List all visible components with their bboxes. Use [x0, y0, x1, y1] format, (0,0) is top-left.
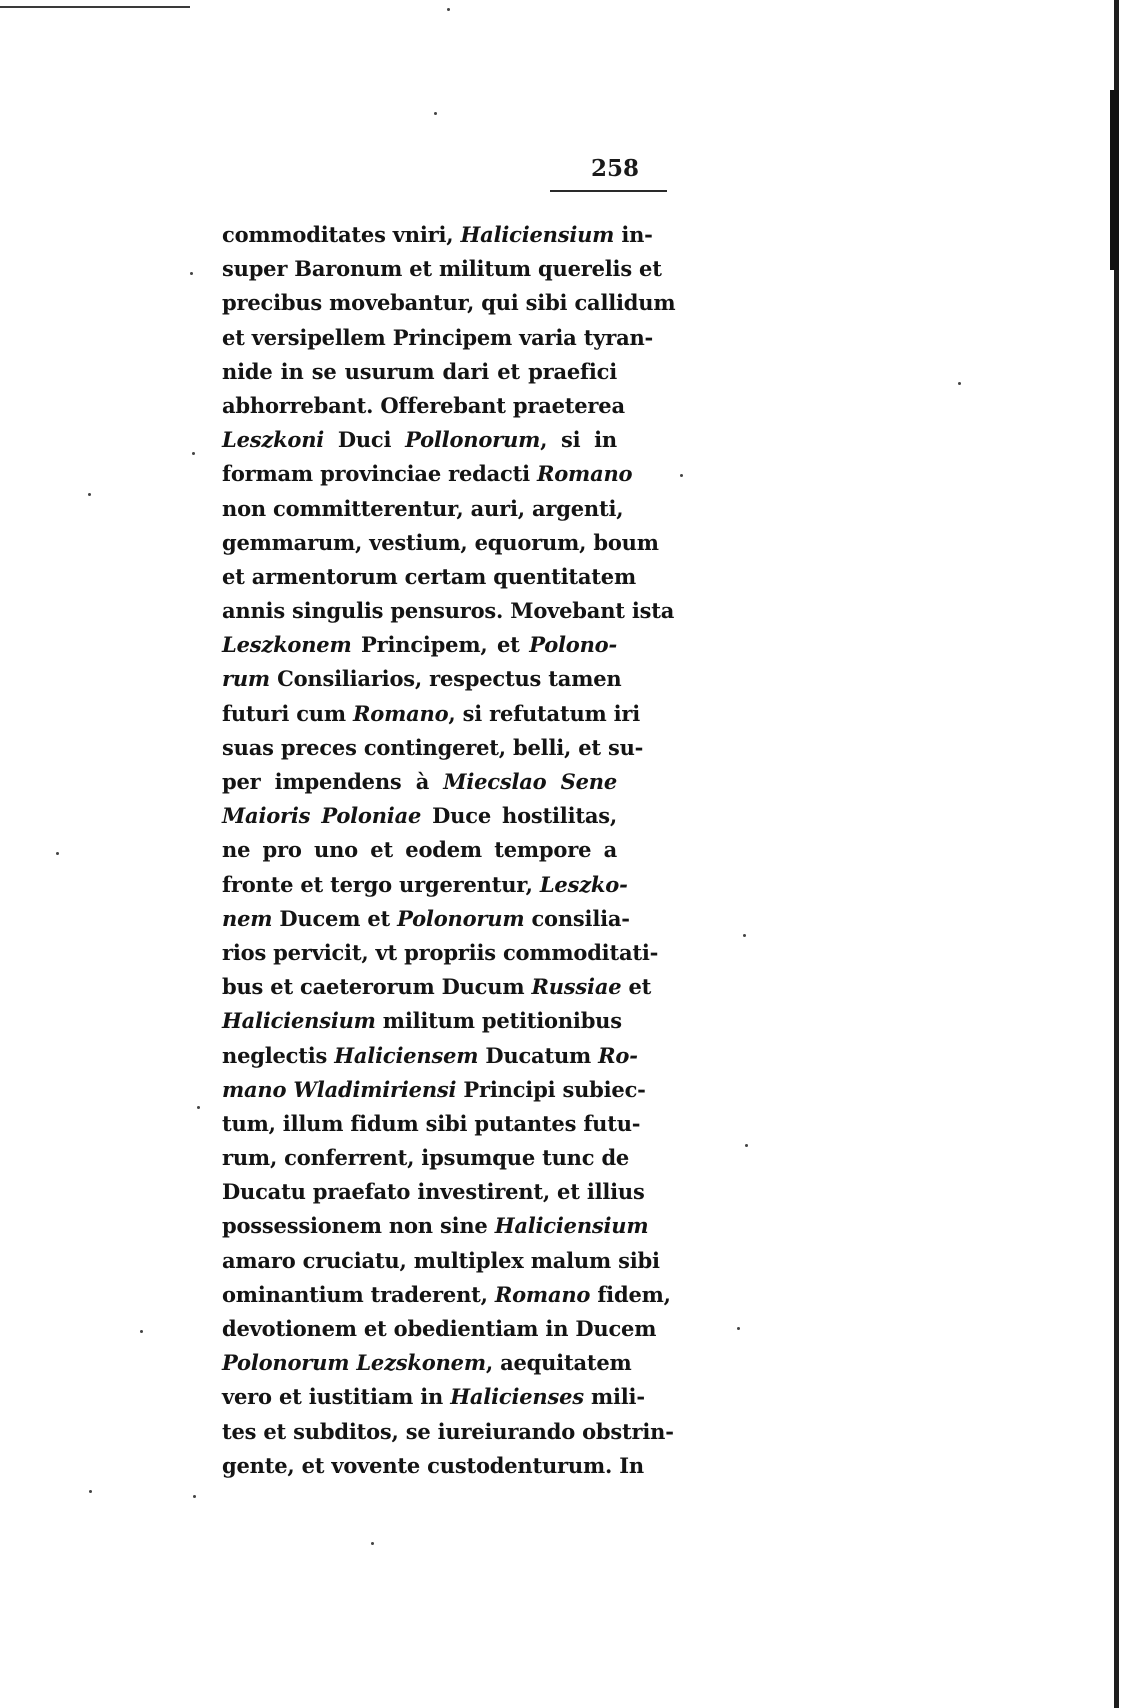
text-line	[222, 765, 617, 799]
text-line	[222, 355, 617, 389]
text-line	[222, 970, 652, 1004]
print-speck	[737, 1327, 740, 1330]
text-segment: et versipellem Principem varia tyran-	[222, 324, 654, 350]
text-segment: Consiliarios, respectus tamen	[269, 666, 622, 692]
text-segment: Duci	[324, 427, 406, 453]
text-segment: fronte et tergo urgerentur,	[222, 871, 540, 897]
text-line	[222, 1004, 622, 1038]
text-line	[222, 1346, 632, 1380]
italic-segment: Haliciensem	[334, 1042, 479, 1068]
text-segment: Duce hostilitas,	[421, 803, 617, 829]
print-speck	[140, 1330, 143, 1333]
text-line	[222, 286, 676, 320]
italic-segment: Romano	[537, 461, 633, 487]
print-speck	[192, 452, 195, 455]
text-line	[222, 1449, 644, 1483]
print-speck	[371, 1542, 374, 1545]
italic-segment: Pollonorum	[405, 427, 541, 453]
text-line	[222, 833, 617, 867]
italic-segment: Romano	[353, 700, 449, 726]
text-segment: tum, illum fidum sibi putantes futu-	[222, 1110, 641, 1136]
text-segment: precibus movebantur, qui sibi callidum	[222, 290, 676, 316]
text-segment: neglectis	[222, 1042, 335, 1068]
text-line	[222, 218, 653, 252]
text-line	[222, 560, 636, 594]
italic-segment: Leszko-	[539, 871, 628, 897]
text-line	[222, 628, 617, 662]
text-line	[222, 1278, 671, 1312]
text-segment: in-	[614, 222, 653, 247]
text-line	[222, 799, 617, 833]
italic-segment: Halicienses	[450, 1384, 584, 1410]
text-segment: formam provinciae redacti	[222, 461, 537, 487]
text-segment: non committerentur, auri, argenti,	[222, 495, 624, 521]
text-segment: ne pro uno et eodem tempore a	[222, 837, 617, 863]
print-speck	[680, 474, 683, 477]
print-speck	[745, 1144, 748, 1147]
italic-segment: Leszkonem	[222, 632, 352, 658]
print-speck	[434, 112, 437, 115]
italic-segment: Haliciensium	[460, 222, 615, 247]
print-speck	[197, 1106, 200, 1109]
text-segment: Ducem et	[272, 905, 398, 931]
top-edge-rule	[0, 6, 190, 8]
print-speck	[56, 852, 59, 855]
italic-segment: Leszkoni	[222, 427, 325, 453]
text-line	[222, 1312, 657, 1346]
page-number: 258	[590, 155, 639, 182]
text-segment: gemmarum, vestium, equorum, boum	[222, 529, 659, 555]
print-speck	[88, 493, 91, 496]
text-segment: nide in se usurum dari et praefici	[222, 358, 617, 384]
text-segment: , si refutatum iri	[448, 700, 641, 726]
text-segment: , si in	[540, 427, 617, 453]
text-segment: mili-	[583, 1384, 645, 1410]
italic-segment: Haliciensium	[494, 1213, 649, 1239]
italic-segment: Ro-	[598, 1042, 638, 1068]
text-segment: fidem,	[590, 1281, 671, 1307]
text-line	[222, 1380, 645, 1414]
text-line	[222, 1073, 646, 1107]
text-line	[222, 1107, 641, 1141]
text-line	[222, 1039, 638, 1073]
text-segment: , aequitatem	[485, 1350, 632, 1376]
text-segment: et	[621, 974, 652, 1000]
text-line	[222, 1175, 645, 1209]
text-line	[222, 321, 654, 355]
print-speck	[190, 272, 193, 275]
text-segment: possessionem non sine	[222, 1213, 495, 1239]
print-speck	[447, 8, 450, 11]
italic-segment: Maioris Poloniae	[222, 803, 422, 829]
text-segment: annis singulis pensuros. Movebant ista	[222, 598, 675, 624]
text-segment: Principem, et	[351, 632, 530, 658]
text-segment: rum, conferrent, ipsumque tunc de	[222, 1145, 630, 1171]
text-line	[222, 902, 630, 936]
page-edge-shadow-thick	[1110, 90, 1119, 270]
italic-segment: Miecslao Sene	[443, 769, 617, 794]
print-speck	[89, 1490, 92, 1493]
text-segment: Ducatum	[478, 1042, 599, 1068]
text-line	[222, 662, 622, 696]
text-segment: futuri cum	[222, 700, 354, 726]
italic-segment: Russiae	[531, 974, 622, 1000]
print-speck	[193, 1495, 196, 1498]
text-line	[222, 1141, 630, 1175]
body-text	[222, 218, 676, 1483]
text-segment: devotionem et obedientiam in Ducem	[222, 1316, 657, 1341]
text-line	[222, 252, 662, 286]
text-line	[222, 936, 659, 970]
text-line	[222, 731, 644, 765]
italic-segment: Polono-	[529, 632, 617, 658]
text-segment: et armentorum certam quentitatem	[222, 563, 636, 589]
text-segment: abhorrebant. Offerebant praeterea	[222, 392, 625, 418]
text-segment: bus et caeterorum Ducum	[222, 974, 532, 1000]
italic-segment: rum	[222, 666, 270, 692]
page-number-rule	[550, 190, 667, 192]
text-segment: vero et iustitiam in	[222, 1384, 451, 1410]
text-line	[222, 492, 624, 526]
text-segment: per impendens à	[222, 769, 444, 794]
print-speck	[958, 382, 961, 385]
text-line	[222, 526, 659, 560]
italic-segment: mano Wladimiriensi	[222, 1076, 457, 1102]
text-line	[222, 389, 625, 423]
print-speck	[743, 934, 746, 937]
text-line	[222, 423, 617, 457]
italic-segment: nem	[222, 905, 273, 931]
text-segment: rios pervicit, vt propriis commoditati-	[222, 939, 659, 965]
text-segment: suas preces contingeret, belli, et su-	[222, 734, 644, 760]
text-segment: Ducatu praefato investirent, et illius	[222, 1179, 645, 1205]
text-segment: tes et subditos, se iureiurando obstrin-	[222, 1418, 674, 1444]
text-line	[222, 697, 641, 731]
text-line	[222, 1415, 674, 1449]
text-line	[222, 594, 675, 628]
text-segment: militum petitionibus	[375, 1008, 622, 1034]
italic-segment: Romano	[494, 1281, 591, 1307]
text-line	[222, 868, 628, 902]
text-segment: ominantium traderent,	[222, 1281, 495, 1307]
italic-segment: Polonorum	[397, 905, 525, 931]
text-line	[222, 457, 633, 491]
text-segment: amaro cruciatu, multiplex malum sibi	[222, 1247, 660, 1273]
text-segment: Principi subiec-	[456, 1076, 646, 1102]
text-segment: gente, et vovente custodenturum. In	[222, 1452, 644, 1478]
text-line	[222, 1244, 660, 1278]
italic-segment: Haliciensium	[222, 1008, 376, 1034]
italic-segment: Polonorum Lezskonem	[222, 1350, 486, 1376]
text-line	[222, 1209, 649, 1243]
text-segment: consilia-	[524, 905, 630, 931]
text-segment: commoditates vniri,	[222, 222, 461, 247]
text-segment: super Baronum et militum querelis et	[222, 256, 662, 282]
